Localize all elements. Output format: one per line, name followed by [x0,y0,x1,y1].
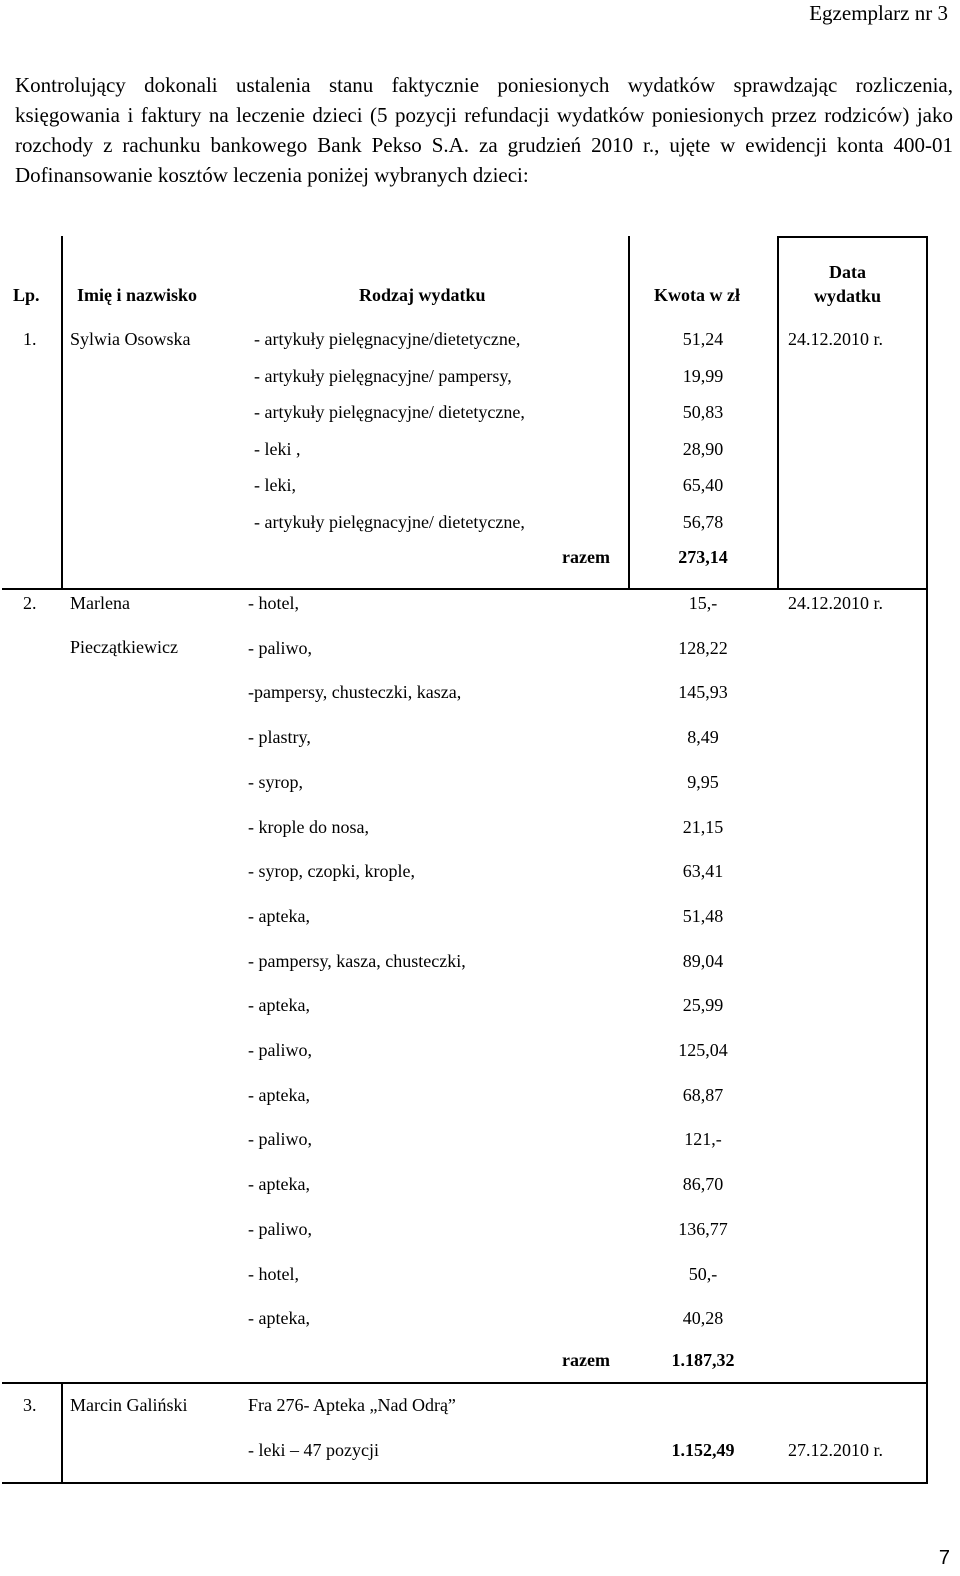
expense-type: - artykuły pielęgnacyjne/ dietetyczne, [254,511,525,532]
col-divider-amount [628,236,630,588]
header-date-line2: wydatku [814,286,882,306]
expense-type: - leki, [254,475,296,495]
person-name-3: Marcin Galiński [70,1395,188,1415]
expense-type: -pampersy, chusteczki, kasza, [248,682,462,703]
expense-date-1: 24.12.2010 r. [788,329,884,349]
header-lp: Lp. [13,285,40,305]
expense-type: - apteka, [248,1308,310,1329]
expense-amount: 25,99 [682,995,724,1016]
person-name-2-line2: Pieczątkiewicz [70,637,178,657]
expense-type: - plastry, [248,727,311,748]
lp-2: 2. [23,593,37,613]
expense-type: - apteka, [248,1084,310,1105]
expense-type: - paliwo, [248,1129,312,1150]
expense-type: - paliwo, [248,1040,312,1060]
total-amount-1: 273,14 [678,547,728,567]
expense-amount: 125,04 [678,1040,728,1060]
expense-amount: 28,90 [682,438,724,459]
total-amount-2: 1.187,32 [671,1350,735,1370]
table-right-border [926,236,928,1482]
col-divider-lp [61,236,63,588]
invoice-label-3: Fra 276- Apteka „Nad Odrą” [248,1395,456,1415]
expense-amount: 56,78 [682,511,724,532]
lp-3: 3. [23,1395,37,1415]
expense-amount: 19,99 [682,365,724,386]
expense-amount: 51,24 [682,329,724,349]
expense-amount: 121,- [684,1129,722,1150]
expense-type: - hotel, [248,593,299,613]
row-divider-2 [2,1382,928,1384]
expense-type: - artykuły pielęgnacyjne/dietetyczne, [254,329,521,349]
expense-type: - leki , [254,438,301,459]
expense-amount: 65,40 [682,475,724,495]
header-name: Imię i nazwisko [77,285,198,305]
header-expense-type: Rodzaj wydatku [359,285,486,305]
col-divider-lp-3 [61,1384,63,1482]
expense-amount: 86,70 [682,1174,724,1195]
expense-amount: 50,83 [682,402,724,422]
total-label-2: razem [562,1350,610,1370]
expense-amount: 128,22 [678,637,728,658]
expense-date-2: 24.12.2010 r. [788,593,884,613]
expense-amount: 9,95 [687,771,719,792]
lp-1: 1. [23,329,37,349]
expense-type: - artykuły pielęgnacyjne/ dietetyczne, [254,402,525,422]
expense-amount: 15,- [688,593,718,613]
expense-type: - syrop, czopki, krople, [248,861,415,882]
person-name-1: Sylwia Osowska [70,329,191,349]
expense-type: - artykuły pielęgnacyjne/ pampersy, [254,365,512,386]
expense-type: - apteka, [248,1174,310,1195]
expense-amount: 136,77 [678,1218,728,1239]
copy-label: Egzemplarz nr 3 [809,1,948,25]
col-divider-date [777,236,779,588]
expense-amount: 51,48 [682,905,724,926]
expense-amount: 21,15 [682,816,724,837]
expenses-table [2,236,928,1484]
expense-type: - krople do nosa, [248,816,369,837]
expense-type: - paliwo, [248,637,312,658]
expense-type: - paliwo, [248,1218,312,1239]
expense-amount: 40,28 [682,1308,724,1329]
date-header-top-border [777,236,928,238]
expense-amount: 63,41 [682,861,724,882]
intro-paragraph: Kontrolujący dokonali ustalenia stanu faktycznie poniesionych wydatków sprawdzając rozliczenia, księgowania i faktury na leczenie dzieci (5 pozycji refundacji wydatków poniesionych przez rodziców) jako rozchody z rachunku bankowego Bank Pekso S.A. za grudzień 2010 r., ujęte w ewidencji konta 400-01 Dofinansowanie kosztów leczenia poniżej wybranych dzieci: [15,73,953,187]
expense-type: - syrop, [248,771,303,792]
total-label-1: razem [562,547,610,567]
expense-type: - apteka, [248,995,310,1016]
expense-type: - pampersy, kasza, chusteczki, [248,950,466,971]
expense-type: - apteka, [248,905,310,926]
header-date-line1: Data [829,262,866,282]
expense-amount: 50,- [688,1263,718,1284]
header-amount: Kwota w zł [654,285,740,305]
expense-type: - hotel, [248,1263,299,1284]
row-divider-1 [2,588,928,590]
expense-amount-3: 1.152,49 [671,1440,735,1460]
page-number: 7 [938,1547,950,1569]
expense-type-3: - leki – 47 pozycji [248,1440,379,1460]
expense-amount: 68,87 [682,1084,724,1105]
person-name-2-line1: Marlena [70,593,130,613]
expense-date-3: 27.12.2010 r. [788,1440,884,1460]
expense-amount: 8,49 [687,727,719,748]
expense-amount: 145,93 [678,682,728,703]
expense-amount: 89,04 [682,950,724,971]
